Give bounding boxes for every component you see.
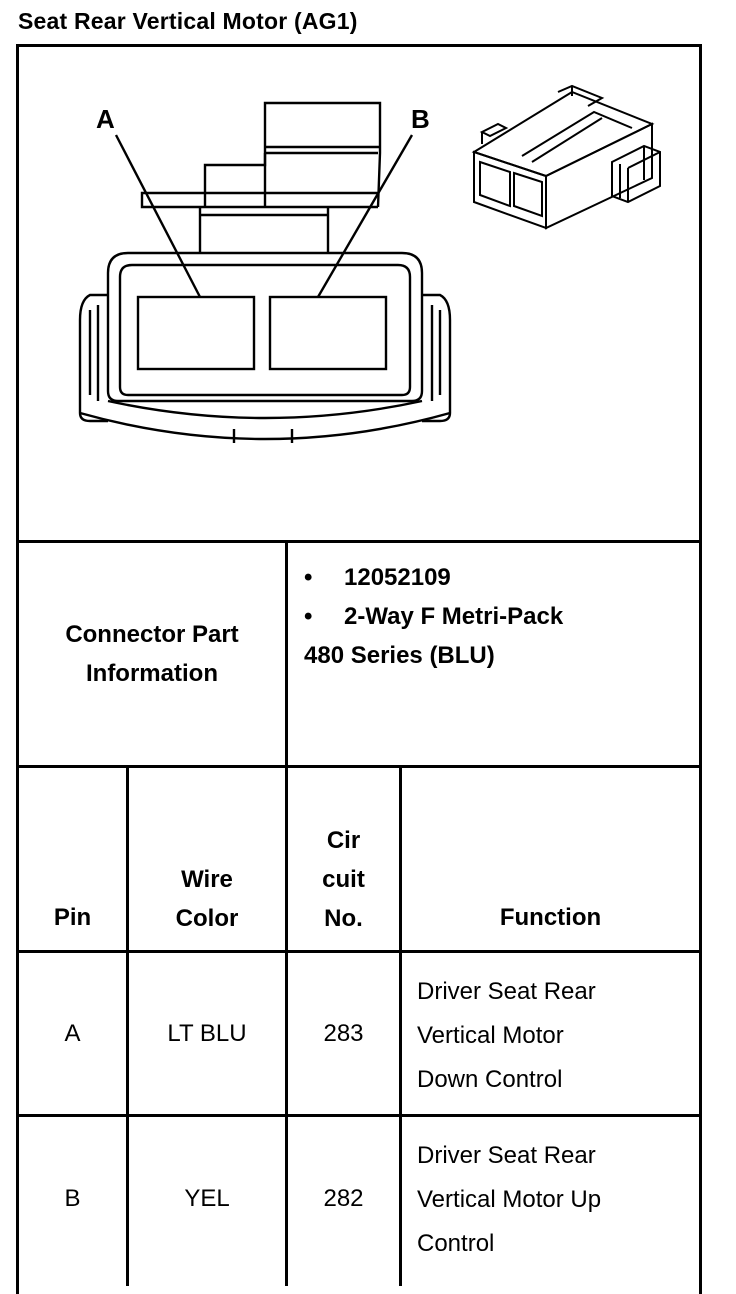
connector-info-label-line2: Information bbox=[85, 660, 218, 687]
header-function: Function bbox=[499, 904, 602, 931]
connector-info-label bbox=[19, 543, 285, 765]
bullet-icon: • bbox=[304, 603, 313, 630]
table-row-a-function bbox=[417, 970, 697, 1102]
connector-info-values bbox=[304, 558, 694, 675]
table-row-b-pin: B bbox=[64, 1185, 81, 1212]
divider bbox=[16, 765, 702, 768]
bullet-icon: • bbox=[304, 564, 313, 591]
function-line: Vertical Motor Up bbox=[417, 1186, 602, 1213]
header-wire-line1: Wire bbox=[181, 866, 233, 893]
part-number: 12052109 bbox=[344, 564, 451, 591]
table-row-a-circuit: 283 bbox=[323, 1019, 364, 1047]
header-circuit bbox=[288, 821, 399, 938]
divider bbox=[399, 765, 402, 1286]
pin-a-label: A bbox=[96, 104, 115, 134]
table-row-a-wire-color: LT BLU bbox=[167, 1019, 247, 1047]
header-pin: Pin bbox=[53, 904, 92, 931]
function-line: Driver Seat Rear bbox=[417, 1142, 596, 1169]
connector-face-view-icon bbox=[60, 95, 460, 455]
table-row-a-pin: A bbox=[64, 1019, 81, 1047]
function-line: Control bbox=[417, 1230, 495, 1257]
page-title: Seat Rear Vertical Motor (AG1) bbox=[18, 8, 358, 34]
function-line: Vertical Motor bbox=[417, 1022, 564, 1049]
connector-description-line2: 480 Series (BLU) bbox=[304, 642, 495, 669]
connector-info-label-line1: Connector Part bbox=[65, 621, 239, 648]
header-circuit-line2: cuit bbox=[322, 866, 365, 893]
header-circuit-line1: Cir bbox=[326, 827, 361, 854]
header-wire-line2: Color bbox=[175, 905, 239, 932]
function-line: Down Control bbox=[417, 1066, 563, 1093]
function-line: Driver Seat Rear bbox=[417, 978, 596, 1005]
connector-description-line1: 2-Way F Metri-Pack bbox=[344, 603, 564, 630]
table-row-b-circuit: 282 bbox=[323, 1185, 364, 1212]
header-wire-color bbox=[129, 860, 285, 938]
connector-isometric-icon bbox=[462, 82, 672, 242]
table-row-b-function bbox=[417, 1134, 697, 1266]
pin-b-label: B bbox=[411, 104, 430, 134]
table-row-b-wire-color: YEL bbox=[184, 1185, 230, 1212]
header-circuit-line3: No. bbox=[324, 905, 363, 932]
